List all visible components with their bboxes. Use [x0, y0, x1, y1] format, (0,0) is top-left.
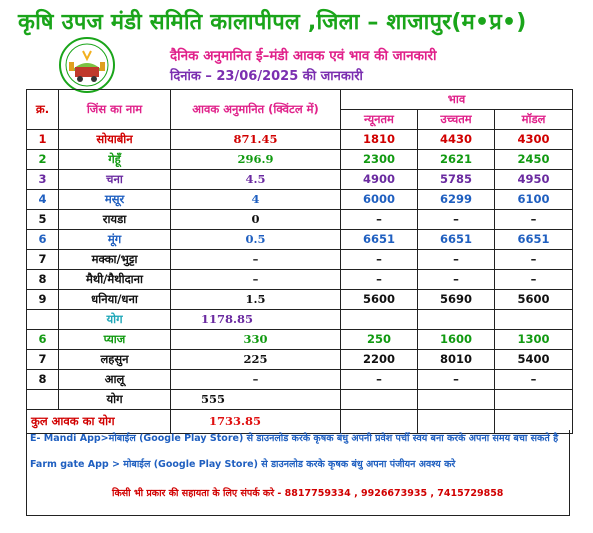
row-arrival: 871.45 — [171, 130, 341, 150]
row-max: – — [418, 370, 495, 390]
row-min: 2200 — [341, 350, 418, 370]
header-price: भाव — [341, 90, 573, 110]
row-sn: 1 — [27, 130, 59, 150]
report-subtitle: दैनिक अनुमानित ई–मंडी आवक एवं भाव की जानकारी — [170, 48, 437, 64]
row-max: 5690 — [418, 290, 495, 310]
row-commodity: आलू — [59, 370, 171, 390]
table-row — [27, 330, 573, 350]
header-min: न्यूनतम — [341, 110, 418, 130]
row-arrival: 4.5 — [171, 170, 341, 190]
row-sn: 7 — [27, 350, 59, 370]
row-min: – — [341, 270, 418, 290]
row-modal: 2450 — [495, 150, 573, 170]
row-commodity: धनिया/धना — [59, 290, 171, 310]
row-commodity: रायडा — [59, 210, 171, 230]
row-sn: 3 — [27, 170, 59, 190]
row-max: 6651 — [418, 230, 495, 250]
row-max: – — [418, 250, 495, 270]
row-commodity: मैथी/मैथीदाना — [59, 270, 171, 290]
header-max: उच्चतम — [418, 110, 495, 130]
row-min: 4900 — [341, 170, 418, 190]
total-blank — [495, 390, 573, 410]
table-row — [27, 350, 573, 370]
table-row — [27, 290, 573, 310]
row-max: 4430 — [418, 130, 495, 150]
total-blank — [341, 310, 418, 330]
table-row — [27, 210, 573, 230]
row-min: – — [341, 370, 418, 390]
header-arrival: आवक अनुमानित (क्विंटल में) — [171, 90, 341, 130]
row-arrival: 4 — [171, 190, 341, 210]
row-min: – — [341, 210, 418, 230]
total-label: योग — [59, 390, 171, 410]
row-commodity: प्याज — [59, 330, 171, 350]
row-min: – — [341, 250, 418, 270]
row-modal: – — [495, 370, 573, 390]
total-row — [27, 390, 573, 410]
table-row — [27, 370, 573, 390]
row-commodity: गेहूँ — [59, 150, 171, 170]
row-commodity: मक्का/भुट्टा — [59, 250, 171, 270]
total-label: योग — [59, 310, 171, 330]
row-sn: 6 — [27, 330, 59, 350]
row-min: 6000 — [341, 190, 418, 210]
header-modal: मॉडल — [495, 110, 573, 130]
header-row — [27, 90, 573, 110]
row-arrival: 1.5 — [171, 290, 341, 310]
total-value: 555 — [171, 390, 341, 410]
total-blank — [418, 390, 495, 410]
row-commodity: मूंग — [59, 230, 171, 250]
table-row — [27, 250, 573, 270]
total-blank — [27, 390, 59, 410]
row-min: 2300 — [341, 150, 418, 170]
row-max: 1600 — [418, 330, 495, 350]
table-row — [27, 190, 573, 210]
row-modal: – — [495, 270, 573, 290]
row-arrival: 225 — [171, 350, 341, 370]
row-arrival: 0 — [171, 210, 341, 230]
row-max: – — [418, 210, 495, 230]
row-sn: 6 — [27, 230, 59, 250]
row-commodity: सोयाबीन — [59, 130, 171, 150]
row-arrival: – — [171, 270, 341, 290]
row-max: 8010 — [418, 350, 495, 370]
row-modal: 5400 — [495, 350, 573, 370]
row-min: 1810 — [341, 130, 418, 150]
total-blank — [418, 310, 495, 330]
header-sn: क्र. — [27, 90, 59, 130]
total-blank — [341, 390, 418, 410]
row-min: 5600 — [341, 290, 418, 310]
contact-note: किसी भी प्रकार की सहायता के लिए संपर्क करे - 8817759334 , 9926673935 , 7415729858 — [112, 488, 504, 499]
grand-total-value: 1733.85 — [171, 410, 341, 434]
arrival-price-table — [26, 89, 573, 434]
grand-total-label: कुल आवक का योग — [27, 410, 171, 434]
row-modal: 6100 — [495, 190, 573, 210]
header-commodity: जिंस का नाम — [59, 90, 171, 130]
table-row — [27, 170, 573, 190]
row-max: 5785 — [418, 170, 495, 190]
row-max: 6299 — [418, 190, 495, 210]
total-value: 1178.85 — [171, 310, 341, 330]
row-modal: 5600 — [495, 290, 573, 310]
row-modal: – — [495, 250, 573, 270]
row-sn: 9 — [27, 290, 59, 310]
row-sn: 4 — [27, 190, 59, 210]
emandi-note: E- Mandi App>मोबाईल (Google Play Store) से डाउनलोड करके कृषक बंधु अपनी प्रवेश पर्ची स्वयं बना करके अपना समय बचा सकते है — [30, 433, 559, 444]
row-commodity: लहसुन — [59, 350, 171, 370]
report-date: दिनांक – 23/06/2025 की जानकारी — [170, 69, 363, 84]
row-arrival: 330 — [171, 330, 341, 350]
farmgate-note: Farm gate App > मोबाईल (Google Play Store) से डाउनलोड करके कृषक बंधु अपना पंजीयन अवश्य करे — [30, 459, 456, 470]
row-min: 250 — [341, 330, 418, 350]
total-blank — [495, 310, 573, 330]
row-modal: 1300 — [495, 330, 573, 350]
footer-notes — [26, 430, 570, 516]
row-arrival: 296.9 — [171, 150, 341, 170]
row-commodity: मसूर — [59, 190, 171, 210]
row-modal: – — [495, 210, 573, 230]
row-sn: 5 — [27, 210, 59, 230]
row-sn: 8 — [27, 270, 59, 290]
table-row — [27, 150, 573, 170]
total-blank — [27, 310, 59, 330]
mandi-logo — [59, 37, 115, 93]
row-arrival: 0.5 — [171, 230, 341, 250]
table-row — [27, 270, 573, 290]
row-arrival: – — [171, 250, 341, 270]
row-commodity: चना — [59, 170, 171, 190]
page-title: कृषि उपज मंडी समिति कालापीपल ,जिला – शाजापुर(म•प्र•) — [18, 10, 527, 35]
table-row — [27, 230, 573, 250]
row-max: – — [418, 270, 495, 290]
row-modal: 4950 — [495, 170, 573, 190]
row-arrival: – — [171, 370, 341, 390]
row-max: 2621 — [418, 150, 495, 170]
total-row — [27, 310, 573, 330]
row-sn: 8 — [27, 370, 59, 390]
row-sn: 2 — [27, 150, 59, 170]
row-sn: 7 — [27, 250, 59, 270]
table-row — [27, 130, 573, 150]
row-modal: 6651 — [495, 230, 573, 250]
row-min: 6651 — [341, 230, 418, 250]
row-modal: 4300 — [495, 130, 573, 150]
